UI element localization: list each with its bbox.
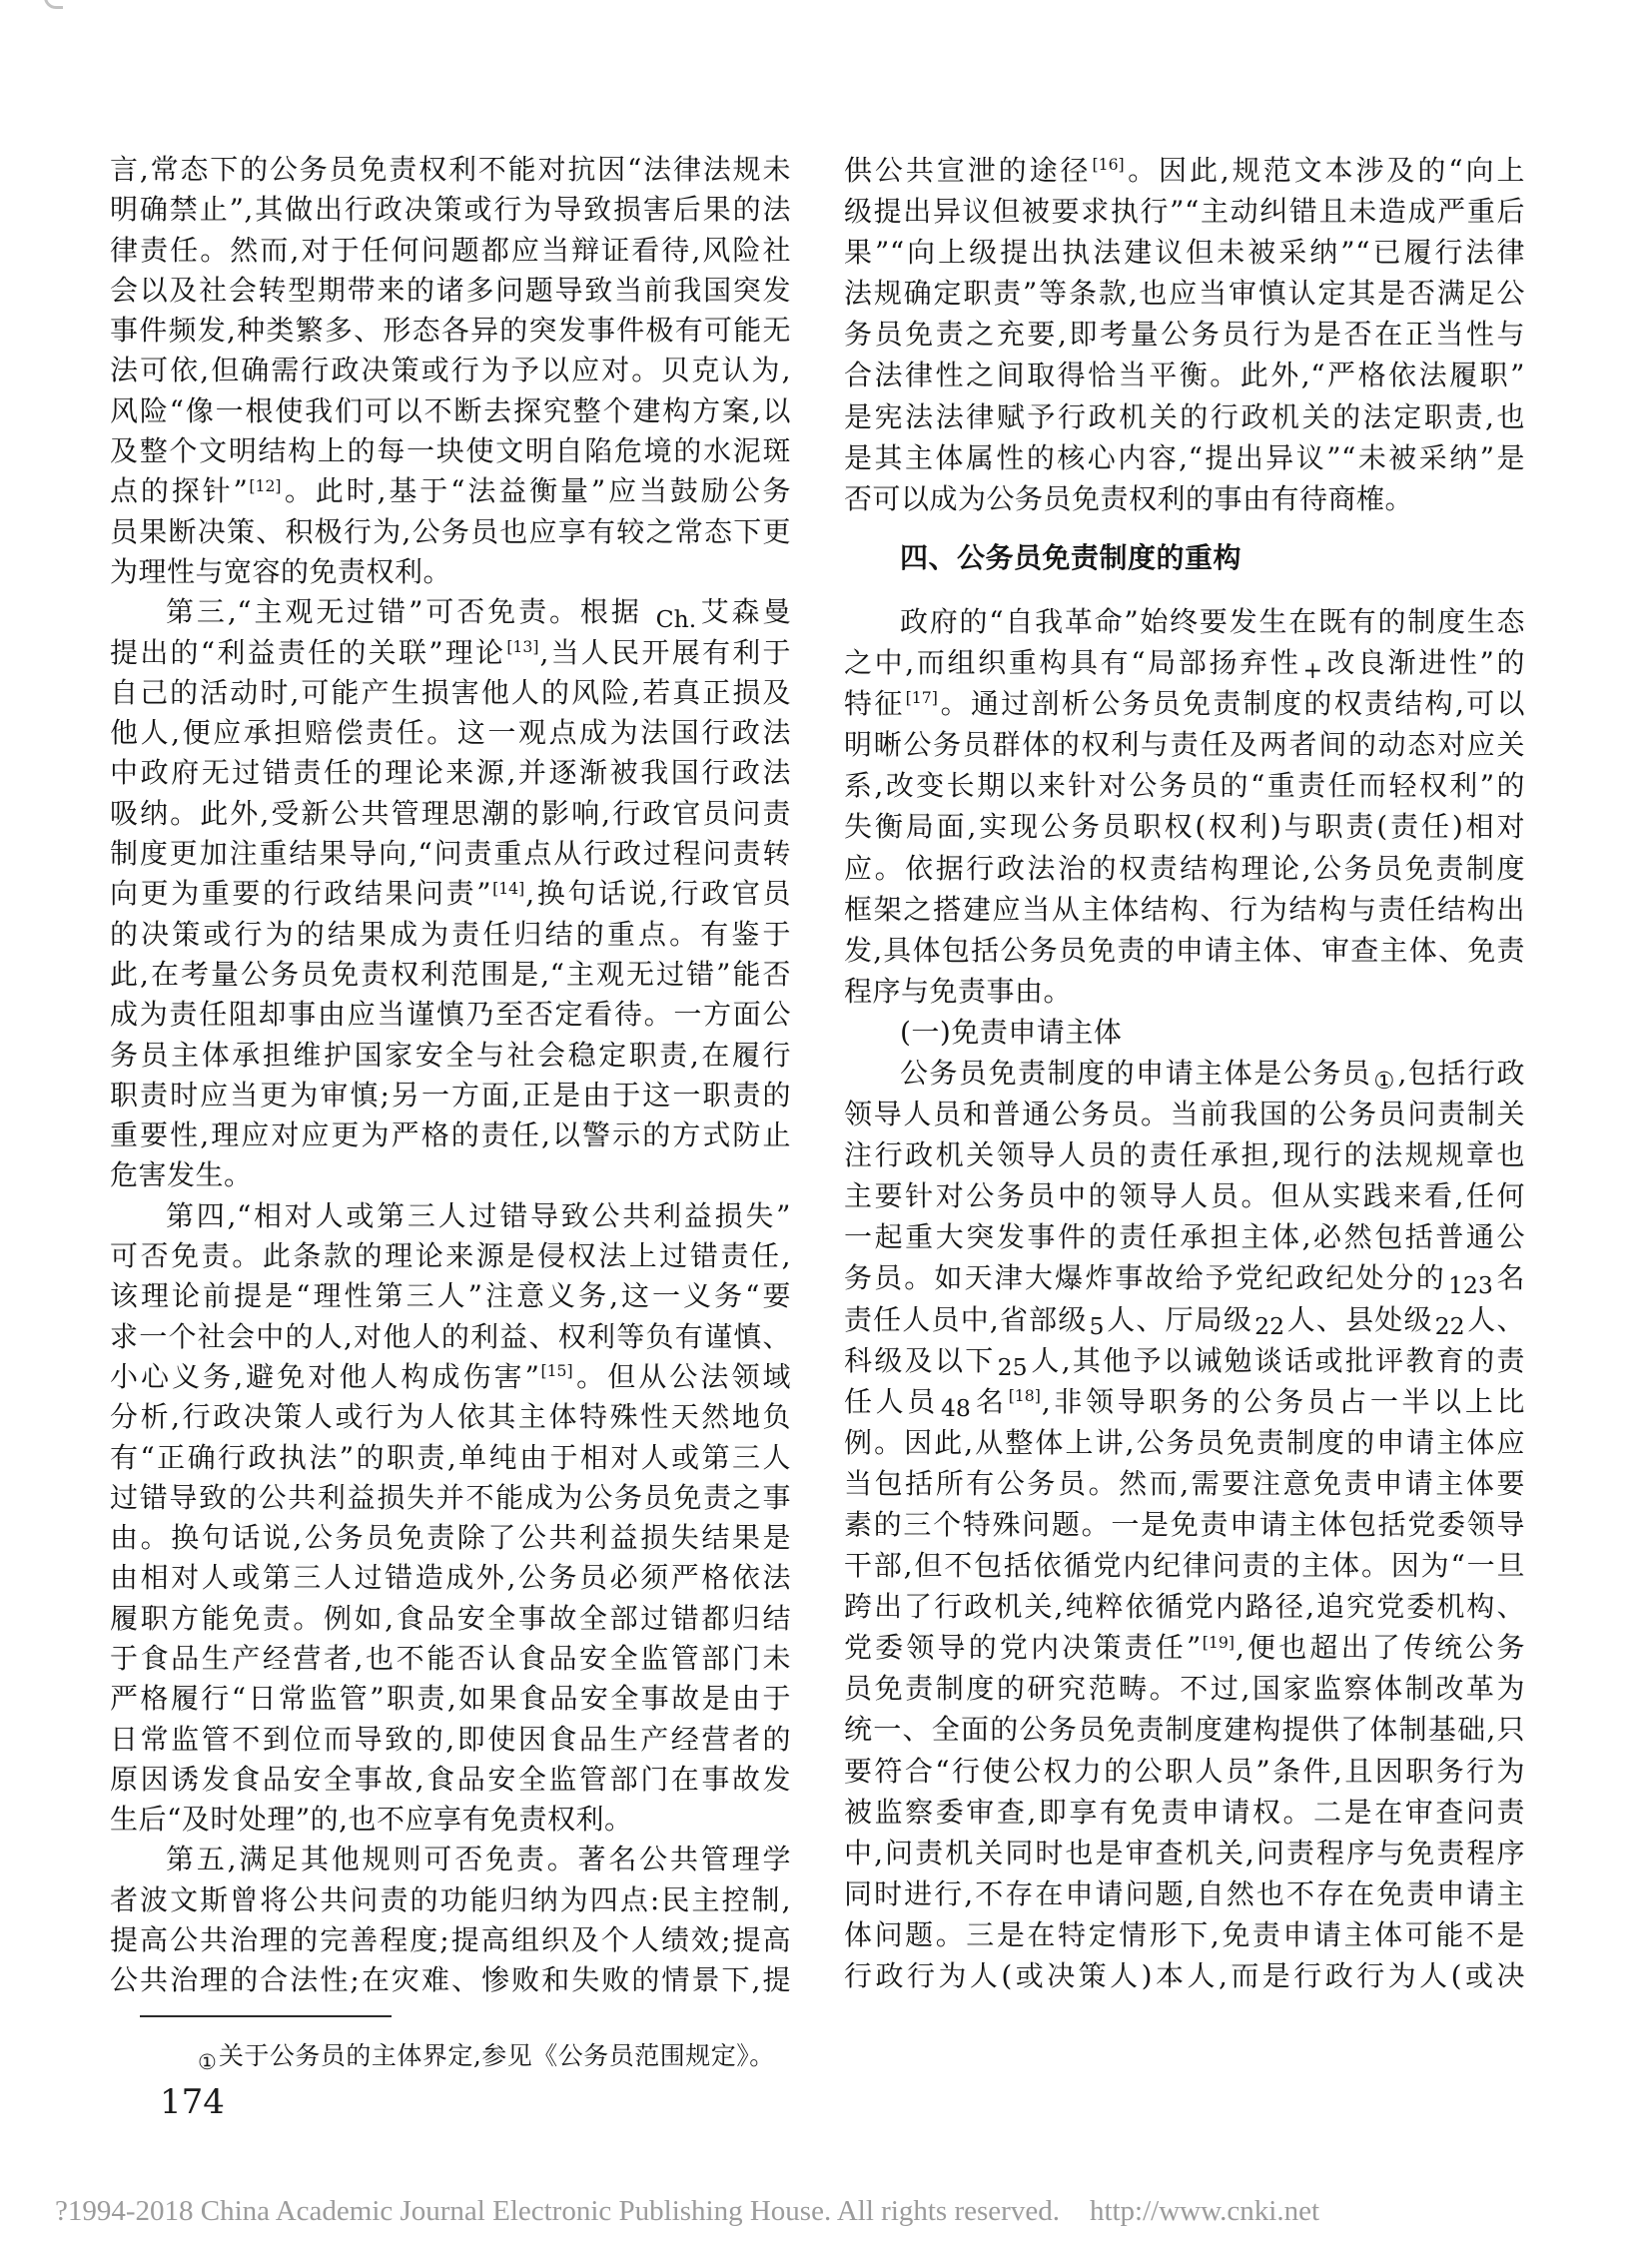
text-line: 重要性,理应对应更为严格的责任,以警示的方式防止 <box>110 1119 791 1152</box>
text-line: 第四,“相对人或第三人过错导致公共利益损失” <box>166 1198 791 1232</box>
text-line: 同时进行,不存在申请问题,自然也不存在免责申请主 <box>844 1876 1525 1910</box>
text-line: 严格履行“日常监管”职责,如果食品安全事故是由于 <box>110 1682 791 1716</box>
text-line: 失衡局面,实现公务员职权(权利)与职责(责任)相对 <box>844 810 1525 844</box>
subsection-heading: (一)免责申请主体 <box>900 1015 1123 1049</box>
text-line: 法可依,但确需行政决策或行为予以应对。贝克认为, <box>110 354 791 387</box>
lowered-inline-text: 123 <box>1447 1271 1493 1299</box>
text-line: 公务员免责制度的申请主体是公务员$_①$,包括行政 <box>900 1056 1525 1095</box>
text-line: 履职方能免责。例如,食品安全事故全部过错都归结 <box>110 1601 791 1635</box>
citation-marker: [12] <box>249 475 282 495</box>
text-line: 政府的“自我革命”始终要发生在既有的制度生态 <box>900 604 1525 638</box>
footnote <box>196 2039 775 2074</box>
text-line: 被监察委审查,即享有免责申请权。二是在审查问责 <box>844 1795 1525 1829</box>
citation-marker: [19] <box>1202 1632 1235 1652</box>
footnote-marker: ① <box>198 2050 217 2075</box>
text-line: 注行政机关领导人员的责任承担,现行的法规规章也 <box>844 1138 1525 1172</box>
text-line: 者波文斯曾将公共问责的功能归纳为四点:民主控制, <box>110 1882 791 1916</box>
lowered-inline-text: + <box>1302 655 1323 684</box>
text-line: 明晰公务员群体的权利与责任及两者间的动态对应关 <box>844 728 1525 762</box>
footnote-rule <box>140 2015 392 2017</box>
text-line: 吸纳。此外,受新公共管理思潮的影响,行政官员问责 <box>110 796 791 830</box>
text-line: 职责时应当更为审慎;另一方面,正是由于这一职责的 <box>110 1078 791 1112</box>
text-line: 过错导致的公共利益损失并不能成为公务员免责之事 <box>110 1480 791 1514</box>
lowered-inline-text: 22 <box>1254 1312 1285 1340</box>
text-line: 素的三个特殊问题。一是免责申请主体包括党委领导 <box>844 1508 1525 1541</box>
text-line: 事件频发,种类繁多、形态各异的突发事件极有可能无 <box>110 314 791 348</box>
page-number: 174 <box>160 2082 225 2122</box>
lowered-inline-text: Ch. <box>655 604 697 633</box>
text-line: 风险“像一根使我们可以不断去探究整个建构方案,以 <box>110 393 791 427</box>
citation-marker: [17] <box>905 688 938 708</box>
text-line: 发,具体包括公务员免责的申请主体、审查主体、免责 <box>844 933 1525 967</box>
text-line: 中政府无过错责任的理论来源,并逐渐被我国行政法 <box>110 756 791 790</box>
text-line: 生后“及时处理”的,也不应享有免责权利。 <box>110 1803 633 1837</box>
text-line: 的决策或行为的结果成为责任归结的重点。有鉴于 <box>110 917 791 951</box>
text-line: 向更为重要的行政结果问责”[14],换句话说,行政官员 <box>110 877 791 911</box>
copyright-footer <box>55 2195 1319 2228</box>
text-line: 律责任。然而,对于任何问题都应当辩证看待,风险社 <box>110 233 791 267</box>
text-line: 务员主体承担维护国家安全与社会稳定职责,在履行 <box>110 1038 791 1072</box>
citation-marker: [13] <box>506 636 539 656</box>
text-line: 一起重大突发事件的责任承担主体,必然包括普通公 <box>844 1220 1525 1254</box>
text-line: 点的探针”[12]。此时,基于“法益衡量”应当鼓励公务 <box>110 474 791 508</box>
lowered-inline-text: 48 <box>940 1394 971 1422</box>
lowered-inline-text: 22 <box>1434 1312 1465 1340</box>
text-line: 公共治理的合法性;在灾难、惨败和失败的情景下,提 <box>110 1963 791 1997</box>
text-line: 主要针对公务员中的领导人员。但从实践来看,任何 <box>844 1179 1525 1213</box>
text-line: 果”“向上级提出执法建议但未被采纳”“已履行法律 <box>844 236 1525 270</box>
section-heading: 四、公务员免责制度的重构 <box>900 540 1242 574</box>
text-line: 之中,而组织重构具有“局部扬弃性$_+$改良渐进性”的 <box>844 646 1525 684</box>
text-line: 特征[17]。通过剖析公务员免责制度的权责结构,可以 <box>844 687 1525 721</box>
text-line: 日常监管不到位而导致的,即使因食品生产经营者的 <box>110 1722 791 1756</box>
text-line: 供公共宣泄的途径[16]。因此,规范文本涉及的“向上 <box>844 154 1525 187</box>
text-line: 务员。如天津大爆炸事故给予党纪政纪处分的$_{123}$名 <box>844 1261 1525 1299</box>
citation-marker: [15] <box>540 1361 573 1381</box>
text-line: 级提出异议但被要求执行”“主动纠错且未造成严重后 <box>844 195 1525 229</box>
text-line: 党委领导的党内决策责任”[19],便也超出了传统公务 <box>844 1631 1525 1665</box>
text-line: 例。因此,从整体上讲,公务员免责制度的申请主体应 <box>844 1425 1525 1459</box>
text-line: 干部,但不包括依循党内纪律问责的主体。因为“一旦 <box>844 1549 1525 1583</box>
text-line: 提高公共治理的完善程度;提高组织及个人绩效;提高 <box>110 1923 791 1957</box>
citation-marker: [14] <box>492 878 525 898</box>
text-line: 制度更加注重结果导向,“问责重点从行政过程问责转 <box>110 837 791 871</box>
text-line: 危害发生。 <box>110 1158 253 1192</box>
text-line: 言,常态下的公务员免责权利不能对抗因“法律法规未 <box>110 153 791 186</box>
text-column-left <box>110 150 791 2001</box>
text-line: 原因诱发食品安全事故,食品安全监管部门在事故发 <box>110 1762 791 1796</box>
text-line: 该理论前提是“理性第三人”注意义务,这一义务“要 <box>110 1279 791 1313</box>
text-line: 是宪法法律赋予行政机关的行政机关的法定职责,也 <box>844 399 1525 433</box>
text-line: 及整个文明结构上的每一块使文明自陷危境的水泥斑 <box>110 434 791 468</box>
text-line: 可否免责。此条款的理论来源是侵权法上过错责任, <box>110 1239 791 1273</box>
text-line: 有“正确行政执法”的职责,单纯由于相对人或第三人 <box>110 1440 791 1474</box>
text-line: 会以及社会转型期带来的诸多问题导致当前我国突发 <box>110 273 791 307</box>
text-line: 第三,“主观无过错”可否免责。根据 $_{Ch.}$艾森曼 <box>166 595 791 633</box>
text-line: 责任人员中,省部级$_5$人、厅局级$_{22}$人、县处级$_{22}$人、 <box>844 1302 1525 1340</box>
text-line: 小心义务,避免对他人构成伤害”[15]。但从公法领域 <box>110 1359 791 1393</box>
text-line: 法规确定职责”等条款,也应当审慎认定其是否满足公 <box>844 277 1525 311</box>
text-line: 程序与免责事由。 <box>844 974 1073 1008</box>
text-line: 为理性与宽容的免责权利。 <box>110 554 452 588</box>
text-line: 由。换句话说,公务员免责除了公共利益损失结果是 <box>110 1521 791 1555</box>
text-line: 框架之搭建应当从主体结构、行为结构与责任结构出 <box>844 892 1525 926</box>
text-line: 体问题。三是在特定情形下,免责申请主体可能不是 <box>844 1917 1525 1951</box>
text-line: 合法律性之间取得恰当平衡。此外,“严格依法履职” <box>844 359 1525 392</box>
citation-marker: [16] <box>1092 155 1125 175</box>
text-line: 第五,满足其他规则可否免责。著名公共管理学 <box>166 1843 791 1876</box>
text-line: 当包括所有公务员。然而,需要注意免责申请主体要 <box>844 1466 1525 1500</box>
text-line: 明确禁止”,其做出行政决策或行为导致损害后果的法 <box>110 193 791 227</box>
footnote-text: 关于公务员的主体界定,参见《公务员范围规定》。 <box>218 2041 775 2070</box>
text-line: 跨出了行政机关,纯粹依循党内路径,追究党委机构、 <box>844 1590 1525 1624</box>
lowered-inline-text: 25 <box>997 1353 1028 1381</box>
scan-artifact <box>44 0 63 9</box>
text-line: 行政行为人(或决策人)本人,而是行政行为人(或决 <box>844 1959 1525 1993</box>
text-line: 员免责制度的研究范畴。不过,国家监察体制改革为 <box>844 1672 1525 1706</box>
text-line: 此,在考量公务员免责权利范围是,“主观无过错”能否 <box>110 957 791 991</box>
text-line: 于食品生产经营者,也不能否认食品安全监管部门未 <box>110 1641 791 1675</box>
text-line: 务员免责之充要,即考量公务员行为是否在正当性与 <box>844 318 1525 352</box>
text-line: 应。依据行政法治的权责结构理论,公务员免责制度 <box>844 851 1525 885</box>
text-column-right <box>844 150 1525 1996</box>
text-line: 自己的活动时,可能产生损害他人的风险,若真正损及 <box>110 675 791 709</box>
text-line: 由相对人或第三人过错造成外,公务员必须严格依法 <box>110 1561 791 1595</box>
text-line: 员果断决策、积极行为,公务员也应享有较之常态下更 <box>110 514 791 548</box>
citation-marker: [18] <box>1008 1386 1041 1405</box>
lowered-inline-text: 5 <box>1089 1312 1105 1340</box>
text-line: 系,改变长期以来针对公务员的“重责任而轻权利”的 <box>844 769 1525 803</box>
text-line: 任人员$_{48}$名[18],非领导职务的公务员占一半以上比 <box>844 1384 1525 1422</box>
text-line: 否可以成为公务员免责权利的事由有待商榷。 <box>844 481 1414 515</box>
copyright-text: ?1994-2018 China Academic Journal Electronic Publishing House. All rights reserved. <box>55 2195 1060 2227</box>
text-line: 是其主体属性的核心内容,“提出异议”“未被采纳”是 <box>844 440 1525 474</box>
text-line: 分析,行政决策人或行为人依其主体特殊性天然地负 <box>110 1400 791 1434</box>
text-line: 他人,便应承担赔偿责任。这一观点成为法国行政法 <box>110 716 791 750</box>
lowered-inline-text: ① <box>1373 1066 1396 1095</box>
text-line: 科级及以下$_{25}$人,其他予以诫勉谈话或批评教育的责 <box>844 1343 1525 1381</box>
text-line: 成为责任阻却事由应当谨慎乃至否定看待。一方面公 <box>110 998 791 1032</box>
text-line: 统一、全面的公务员免责制度建构提供了体制基础,只 <box>844 1713 1525 1747</box>
text-line: 要符合“行使公权力的公职人员”条件,且因职务行为 <box>844 1754 1525 1788</box>
text-line: 求一个社会中的人,对他人的利益、权利等负有谨慎、 <box>110 1319 791 1353</box>
text-line: 领导人员和普通公务员。当前我国的公务员问责制关 <box>844 1098 1525 1131</box>
footer-url: http://www.cnki.net <box>1089 2195 1320 2227</box>
text-line: 中,问责机关同时也是审查机关,问责程序与免责程序 <box>844 1836 1525 1869</box>
text-line: 提出的“利益责任的关联”理论[13],当人民开展有利于 <box>110 635 791 669</box>
